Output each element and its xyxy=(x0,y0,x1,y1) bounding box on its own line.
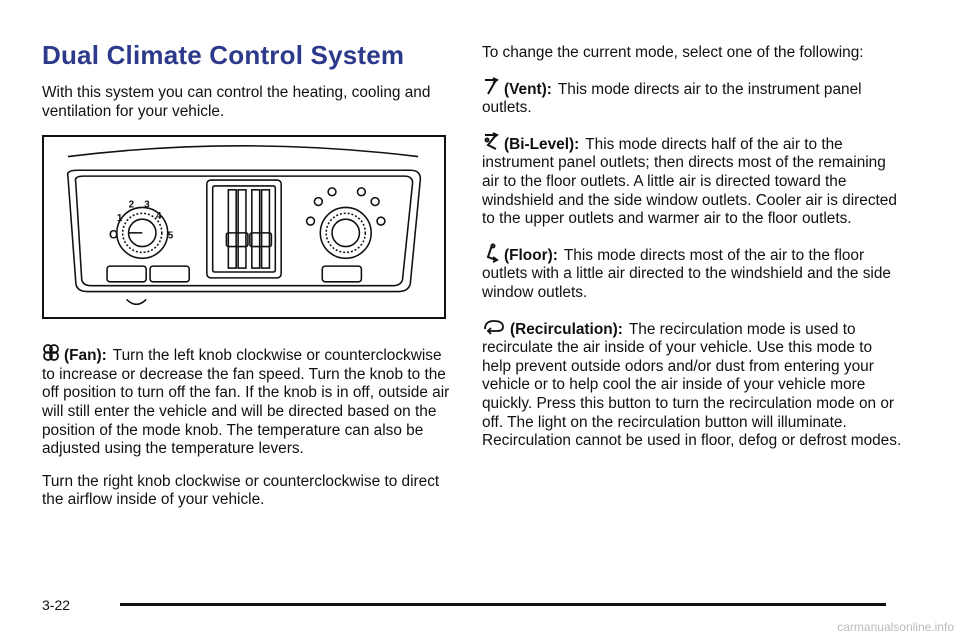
bi-level-text: This mode directs half of the air to the instrument panel outlets; then directs most of the remaining air to the floor outlets. A little air is directed toward the windshield and the side window outlets. Cooler air is directed to the upper outlets and warmer air to the floor outlets. xyxy=(482,135,897,228)
knob-label-3: 3 xyxy=(144,199,150,211)
knob-label-5: 5 xyxy=(167,230,174,242)
knob-label-2: 2 xyxy=(128,199,135,211)
left-column xyxy=(42,40,454,510)
mode-vent xyxy=(482,77,902,118)
mode-knob-paragraph: Turn the right knob clockwise or counterclockwise to direct the airflow inside of your vehicle. xyxy=(42,472,440,509)
floor-icon xyxy=(482,243,500,263)
knob-label-1: 1 xyxy=(116,213,123,225)
bi-level-icon xyxy=(482,132,500,152)
intro-paragraph: With this system you can control the heating, cooling and ventilation for your vehicle. xyxy=(42,84,431,120)
watermark: carmanualsonline.info xyxy=(837,620,954,634)
mode-floor xyxy=(482,243,902,303)
footer-divider xyxy=(120,603,886,606)
page-number: 3-22 xyxy=(42,597,71,613)
knob-label-4: 4 xyxy=(155,211,162,223)
fan-paragraph xyxy=(42,343,454,459)
climate-control-illustration xyxy=(42,135,446,319)
mode-bi-level xyxy=(482,132,902,229)
floor-text: This mode directs most of the air to the floor outlets with a little air directed to the windshield and the side window outlets. xyxy=(482,246,891,301)
right-column xyxy=(482,44,902,465)
fan-text: Turn the left knob clockwise or counterclockwise to increase or decrease the fan speed. Turn the knob to the off position to turn off the fan. If the knob is in off, outside air will still enter the vehicle and will be directed based on the position of the mode knob. The temperature can also be adjusted using the temperature levers. xyxy=(42,347,450,458)
recirculation-term: (Recirculation): xyxy=(510,320,623,338)
vent-text: This mode directs air to the instrument panel outlets. xyxy=(482,80,862,117)
page-title: Dual Climate Control System xyxy=(42,40,405,70)
floor-term: (Floor): xyxy=(504,246,558,264)
bi-level-term: (Bi-Level): xyxy=(504,135,580,153)
modes-intro: To change the current mode, select one of the following: xyxy=(482,44,864,61)
recirculation-text: The recirculation mode is used to recirculate the air inside of your vehicle. Use this mode to help prevent outside odors and/or dust from entering your vehicle or to help cool the air inside of your vehicle more quickly. Press this button to turn the recirculation mode on or off. The light on the recirculation button will illuminate. Recirculation cannot be used in floor, defog or defrost modes. xyxy=(482,320,902,450)
recirculation-icon xyxy=(482,317,506,337)
mode-recirculation xyxy=(482,317,902,451)
vent-icon xyxy=(482,77,500,97)
fan-icon xyxy=(42,343,60,363)
knob-label-off: O xyxy=(109,228,119,242)
fan-term: (Fan): xyxy=(64,347,107,365)
vent-term: (Vent): xyxy=(504,80,552,98)
